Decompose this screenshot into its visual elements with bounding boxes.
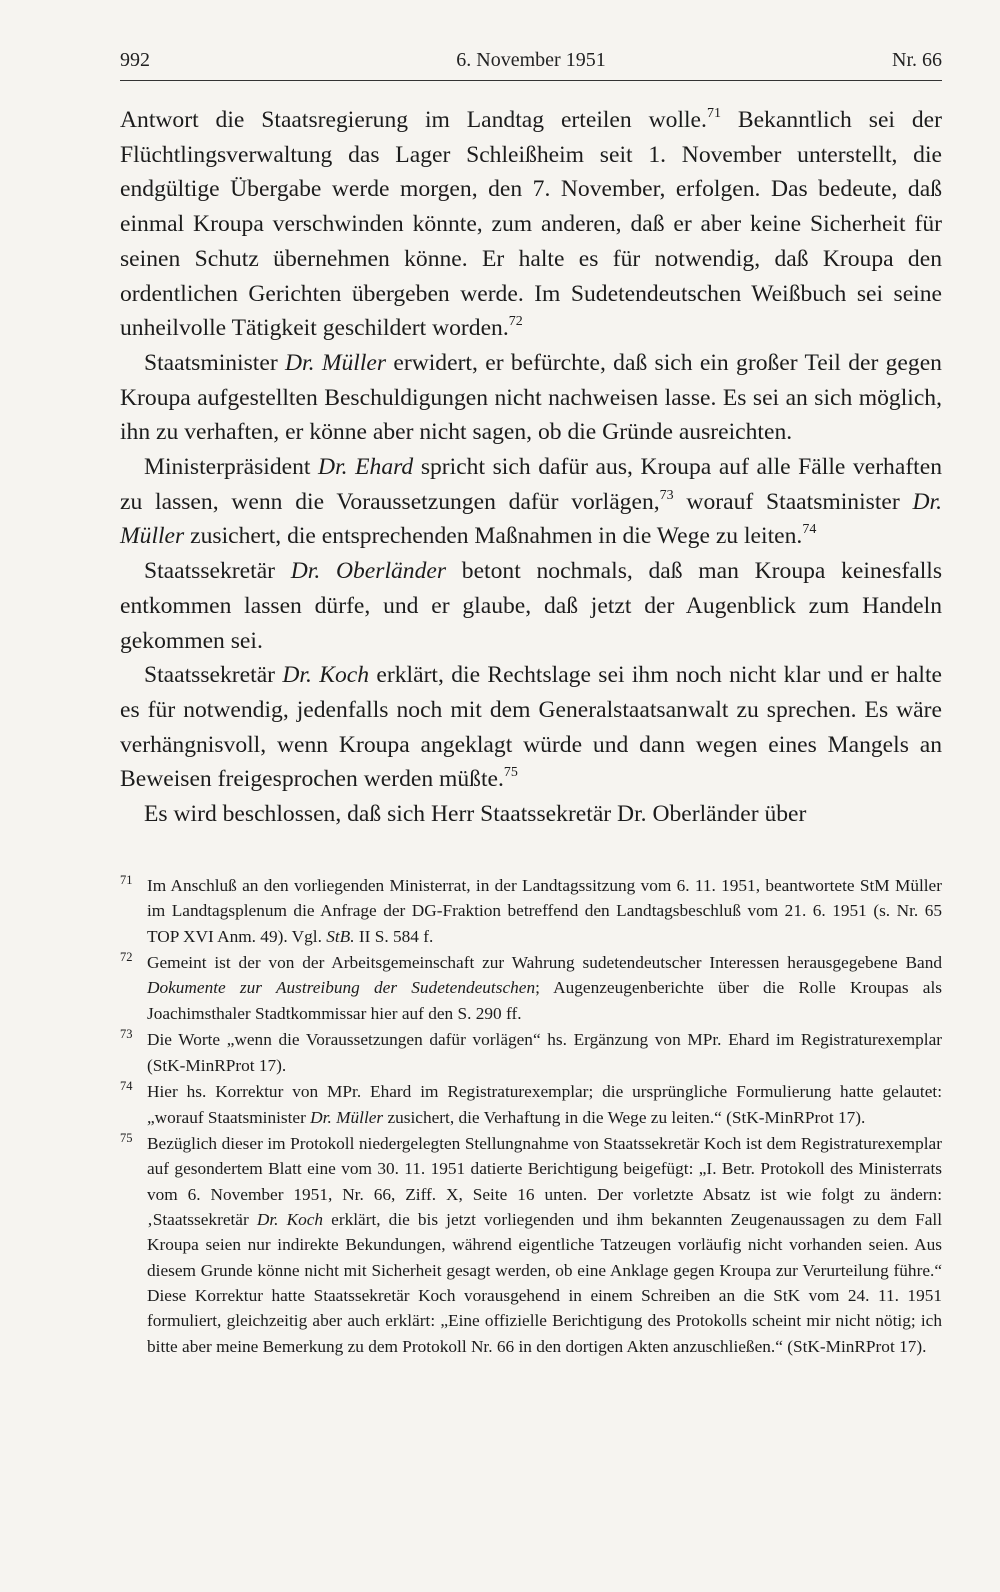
running-header xyxy=(120,44,942,76)
footnote-ref-73[interactable]: 73 xyxy=(659,487,674,503)
page-number: 992 xyxy=(120,49,150,71)
footnote-italic: StB. xyxy=(326,926,355,946)
text-span: Ministerpräsident xyxy=(144,454,319,481)
speaker-name: Dr. Ehard xyxy=(318,454,414,481)
speaker-name: Dr. Müller xyxy=(120,488,942,550)
paragraph-2 xyxy=(120,346,942,450)
footnote-text: erklärt, die bis jetzt vorliegenden und ihm bekannten Zeugenaussagen zu dem Fall Kroupa seien nur indirekte Bekundungen, während eigentliche Tatzeugen vorläufig nicht vorhanden seien. Aus diesem Grunde könne nicht mit Sicherheit gesagt werden, ob eine Anklage gegen Kroupa zur Verurteilung führe.“ Diese Korrektur hatte Staatssekretär Koch vorausgehend in einem Schreiben an die StK vom 24. 11. 1951 formuliert, gleichzeitig aber auch erklärt: „Eine offizielle Berichtigung des Protokolls scheint mir nicht nötig; ich bitte aber meine Bemerkung zu dem Protokoll Nr. 66 in den dortigen Akten anzuschließen.“ (StK-MinRProt 17). xyxy=(147,1210,942,1356)
footnote-text: Hier hs. Korrektur von MPr. Ehard im Registraturexemplar; die ursprüngliche Formulierung hatte gelautet: „worauf Staatsminister xyxy=(147,1082,942,1127)
footnote-number: 75 xyxy=(120,1131,133,1146)
footnote-72 xyxy=(120,950,942,1026)
footnote-number: 74 xyxy=(120,1079,133,1094)
footnote-71 xyxy=(120,873,942,949)
footnote-74 xyxy=(120,1079,942,1130)
footnote-italic: Dokumente zur Austreibung der Sudetendeutschen xyxy=(147,978,536,998)
text-span: erwidert, er befürchte, daß sich ein großer Teil der gegen Kroupa aufgestellten Beschuldigungen nicht nachweisen lasse. Es sei an sich möglich, ihn zu verhaften, er könne aber nicht sagen, ob die Gründe ausreichten. xyxy=(120,349,942,446)
speaker-name: Dr. Müller xyxy=(285,349,387,376)
text-span: worauf Staatsminister xyxy=(673,488,913,515)
paragraph-3 xyxy=(120,450,942,554)
footnote-text: Gemeint ist der von der Arbeitsgemeinschaft zur Wahrung sudetendeutscher Interessen herausgegebene Band xyxy=(147,953,942,973)
footnotes xyxy=(120,873,942,1360)
speaker-name: Dr. Koch xyxy=(282,662,370,689)
footnote-73 xyxy=(120,1027,942,1078)
paragraph-1 xyxy=(120,103,942,346)
text-span: erklärt, die Rechtslage sei ihm noch nicht klar und er halte es für notwendig, jedenfalls noch mit dem Generalstaatsanwalt zu sprechen. Es wäre verhängnisvoll, wenn Kroupa angeklagt würde und dann wegen eines Mangels an Beweisen freigesprochen werden müßte. xyxy=(120,662,942,793)
text-span: spricht sich dafür aus, Kroupa auf alle Fälle verhaften zu lassen, wenn die Voraussetzungen dafür vorlägen, xyxy=(120,454,943,515)
header-date: 6. November 1951 xyxy=(456,49,606,71)
speaker-name: Dr. Oberländer xyxy=(290,558,447,585)
footnote-text: Die Worte „wenn die Voraussetzungen dafür vorlägen“ hs. Ergänzung von MPr. Ehard im Registraturexemplar (StK-MinRProt 17). xyxy=(147,1030,942,1075)
text-span: betont nochmals, daß man Kroupa keinesfalls entkommen lassen dürfe, und er glaube, daß jetzt der Augenblick zum Handeln gekommen sei. xyxy=(120,558,942,654)
footnote-text: II S. 584 f. xyxy=(354,926,434,946)
text-span: Staatsminister xyxy=(144,349,286,376)
footnote-text: Im Anschluß an den vorliegenden Ministerrat, in der Landtagssitzung vom 6. 11. 1951, beantwortete StM Müller im Landtagsplenum die Anfrage der DG-Fraktion betreffend den Landtagsbeschluß vom 21. 6. 1951 (s. Nr. 65 TOP XVI Anm. 49). Vgl. xyxy=(147,876,942,946)
footnote-text: zusichert, die Verhaftung in die Wege zu leiten.“ (StK-MinRProt 17). xyxy=(383,1107,866,1127)
text-span: Es wird beschlossen, daß sich Herr Staatssekretär Dr. Oberländer über xyxy=(144,801,807,828)
footnote-ref-75[interactable]: 75 xyxy=(503,765,518,781)
text-span: Antwort die Staatsregierung im Landtag erteilen wolle. xyxy=(120,107,707,133)
footnote-ref-74[interactable]: 74 xyxy=(802,522,817,538)
paragraph-5 xyxy=(120,658,942,797)
document-number: Nr. 66 xyxy=(892,49,942,71)
text-span: Bekanntlich sei der Flüchtlingsverwaltung das Lager Schleißheim seit 1. November unterstellt, die endgültige Übergabe werde morgen, den 7. November, erfolgen. Das bedeute, daß einmal Kroupa verschwinden könnte, zum anderen, daß er aber keine Sicherheit für seinen Schutz übernehmen könne. Er halte es für notwendig, daß Kroupa den ordentlichen Gerichten übergeben werde. Im Sudetendeutschen Weißbuch sei seine unheilvolle Tätigkeit geschildert worden. xyxy=(120,107,942,342)
footnote-italic: Dr. Müller xyxy=(310,1107,384,1127)
text-span: Staatssekretär xyxy=(144,662,283,689)
paragraph-6 xyxy=(120,797,942,832)
footnote-text: ; Augenzeugenberichte über die Rolle Kroupas als Joachimsthaler Stadtkommissar hier auf den S. 290 ff. xyxy=(147,978,942,1023)
footnote-number: 71 xyxy=(120,873,133,887)
footnote-text: Bezüglich dieser im Protokoll niedergelegten Stellungnahme von Staatssekretär Koch ist dem Registraturexemplar auf gesondertem Blatt eine vom 30. 11. 1951 datierte Berichtigung beigefügt: „I. Betr. Protokoll des Ministerrats vom 6. November 1951, Nr. 66, Ziff. X, Seite 16 unten. Der vorletzte Absatz ist wie folgt zu ändern: ‚Staatssekretär xyxy=(147,1134,942,1230)
paragraph-4 xyxy=(120,554,942,658)
footnote-ref-72[interactable]: 72 xyxy=(508,314,523,330)
footnote-number: 73 xyxy=(120,1027,133,1042)
text-span: zusichert, die entsprechenden Maßnahmen in die Wege zu leiten. xyxy=(184,523,803,550)
header-rule xyxy=(120,80,942,81)
main-text xyxy=(120,103,942,832)
footnote-ref-71[interactable]: 71 xyxy=(706,106,721,121)
footnote-number: 72 xyxy=(120,950,133,965)
text-span: Staatssekretär xyxy=(144,558,291,585)
footnote-75 xyxy=(120,1131,942,1359)
footnote-italic: Dr. Koch xyxy=(256,1210,324,1230)
